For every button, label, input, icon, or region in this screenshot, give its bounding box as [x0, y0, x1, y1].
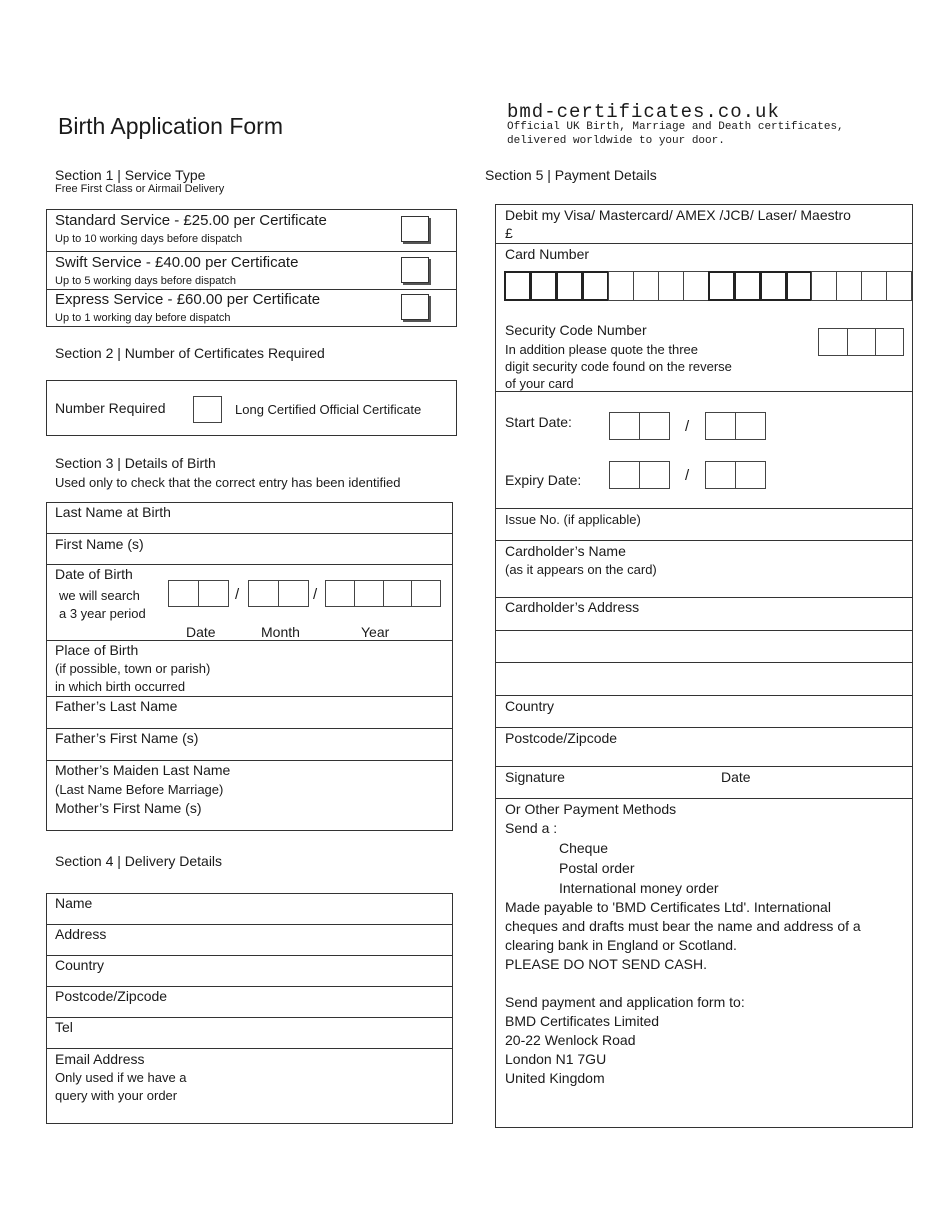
- dob-month-digit-2[interactable]: [278, 580, 309, 607]
- cardholder-name-field[interactable]: Cardholder’s Name: [505, 543, 626, 559]
- method-postal-order: Postal order: [559, 860, 635, 876]
- cardholder-name-note: (as it appears on the card): [505, 562, 657, 577]
- expiry-year-digit-2[interactable]: [735, 461, 766, 489]
- send-to-label: Send payment and application form to:: [505, 994, 745, 1010]
- dob-year-digit-3[interactable]: [383, 580, 412, 607]
- card-digit-16[interactable]: [886, 271, 912, 301]
- last-name-at-birth-field[interactable]: Last Name at Birth: [55, 504, 171, 520]
- place-note-1: (if possible, town or parish): [55, 661, 211, 676]
- dob-year-caption: Year: [361, 624, 390, 640]
- card-digit-4[interactable]: [582, 271, 609, 301]
- start-date-slash: /: [685, 418, 690, 435]
- expiry-date-label: Expiry Date:: [505, 472, 582, 488]
- dob-year-digit-2[interactable]: [354, 580, 384, 607]
- certificate-type: Long Certified Official Certificate: [235, 402, 422, 417]
- payable-text-2: cheques and drafts must bear the name and address of a: [505, 918, 861, 934]
- mother-first-name-field[interactable]: Mother’s First Name (s): [55, 800, 202, 816]
- card-digit-10[interactable]: [734, 271, 761, 301]
- section1-heading: Section 1 | Service Type: [55, 167, 206, 183]
- number-required-label: Number Required: [55, 400, 166, 416]
- method-international-money-order: International money order: [559, 880, 719, 896]
- expiry-month-digit-2[interactable]: [639, 461, 670, 489]
- dob-day-digit-1[interactable]: [168, 580, 199, 607]
- place-note-2: in which birth occurred: [55, 679, 186, 694]
- address-line-2: 20-22 Wenlock Road: [505, 1032, 636, 1048]
- section1-subheading: Free First Class or Airmail Delivery: [55, 183, 225, 195]
- debit-amount-field[interactable]: £: [505, 225, 513, 241]
- start-month-digit-1[interactable]: [609, 412, 640, 440]
- start-month-digit-2[interactable]: [639, 412, 670, 440]
- dob-day-digit-2[interactable]: [198, 580, 229, 607]
- cardholder-postcode-field[interactable]: Postcode/Zipcode: [505, 730, 618, 746]
- mother-maiden-name-field[interactable]: Mother’s Maiden Last Name: [55, 762, 231, 778]
- dob-month-digit-1[interactable]: [248, 580, 279, 607]
- card-digit-6[interactable]: [633, 271, 659, 301]
- security-note-3: of your card: [505, 376, 574, 391]
- delivery-country-field[interactable]: Country: [55, 957, 105, 973]
- place-of-birth-field[interactable]: Place of Birth: [55, 642, 139, 658]
- mother-maiden-note: (Last Name Before Marriage): [55, 782, 224, 797]
- security-digit-1[interactable]: [818, 328, 848, 356]
- card-digit-2[interactable]: [530, 271, 557, 301]
- card-digit-13[interactable]: [811, 271, 837, 301]
- security-note-1: In addition please quote the three: [505, 342, 698, 357]
- service-swift-note: Up to 5 working days before dispatch: [55, 275, 236, 287]
- dob-date-caption: Date: [186, 624, 216, 640]
- delivery-name-field[interactable]: Name: [55, 895, 93, 911]
- page-title: Birth Application Form: [58, 113, 283, 139]
- card-digit-3[interactable]: [556, 271, 583, 301]
- expiry-month-digit-1[interactable]: [609, 461, 640, 489]
- card-digit-8[interactable]: [683, 271, 709, 301]
- service-swift-label: Swift Service - £40.00 per Certificate: [55, 254, 299, 271]
- start-date-label: Start Date:: [505, 414, 572, 430]
- email-note-2: query with your order: [55, 1088, 178, 1103]
- service-express-checkbox[interactable]: [401, 294, 429, 320]
- issue-number-field[interactable]: Issue No. (if applicable): [505, 512, 641, 527]
- payable-text-3: clearing bank in England or Scotland.: [505, 937, 737, 953]
- other-methods-heading: Or Other Payment Methods: [505, 801, 677, 817]
- section4-heading: Section 4 | Delivery Details: [55, 853, 223, 869]
- card-digit-12[interactable]: [786, 271, 812, 301]
- section3-heading: Section 3 | Details of Birth: [55, 455, 216, 471]
- card-digit-7[interactable]: [658, 271, 684, 301]
- cardholder-country-field[interactable]: Country: [505, 698, 555, 714]
- card-digit-15[interactable]: [861, 271, 887, 301]
- dob-label: Date of Birth: [55, 566, 133, 582]
- send-a-label: Send a :: [505, 820, 558, 836]
- service-standard-checkbox[interactable]: [401, 216, 429, 242]
- dob-note-2: a 3 year period: [59, 606, 146, 621]
- card-number-label: Card Number: [505, 246, 590, 262]
- security-code-label: Security Code Number: [505, 322, 647, 338]
- service-standard-note: Up to 10 working days before dispatch: [55, 233, 243, 245]
- start-year-digit-1[interactable]: [705, 412, 736, 440]
- address-line-1: BMD Certificates Limited: [505, 1013, 660, 1029]
- first-names-field[interactable]: First Name (s): [55, 536, 144, 552]
- section2-heading: Section 2 | Number of Certificates Required: [55, 345, 325, 361]
- service-express-label: Express Service - £60.00 per Certificate: [55, 291, 321, 308]
- method-cheque: Cheque: [559, 840, 609, 856]
- dob-year-digit-1[interactable]: [325, 580, 355, 607]
- service-express-note: Up to 1 working day before dispatch: [55, 312, 231, 324]
- signature-field[interactable]: Signature: [505, 769, 565, 785]
- payable-text-1: Made payable to 'BMD Certificates Ltd'. International: [505, 899, 831, 915]
- dob-note-1: we will search: [59, 588, 140, 603]
- service-swift-checkbox[interactable]: [401, 257, 429, 283]
- expiry-year-digit-1[interactable]: [705, 461, 736, 489]
- brand-tagline-2: delivered worldwide to your door.: [507, 135, 725, 147]
- card-digit-11[interactable]: [760, 271, 787, 301]
- address-line-4: United Kingdom: [505, 1070, 605, 1086]
- father-first-name-field[interactable]: Father’s First Name (s): [55, 730, 199, 746]
- email-note-1: Only used if we have a: [55, 1070, 187, 1085]
- dob-slash-2: /: [313, 586, 318, 603]
- service-standard-label: Standard Service - £25.00 per Certificate: [55, 212, 327, 229]
- brand-domain: bmd-certificates.co.uk: [507, 101, 780, 123]
- security-digit-3[interactable]: [875, 328, 904, 356]
- address-line-3: London N1 7GU: [505, 1051, 607, 1067]
- security-note-2: digit security code found on the reverse: [505, 359, 732, 374]
- dob-year-digit-4[interactable]: [411, 580, 441, 607]
- father-last-name-field[interactable]: Father’s Last Name: [55, 698, 178, 714]
- signature-date-field[interactable]: Date: [721, 769, 751, 785]
- security-digit-2[interactable]: [847, 328, 876, 356]
- delivery-email-field[interactable]: Email Address: [55, 1051, 145, 1067]
- delivery-address-field[interactable]: Address: [55, 926, 107, 942]
- section3-subheading: Used only to check that the correct entry has been identified: [55, 475, 401, 490]
- dob-slash-1: /: [235, 586, 240, 603]
- brand-tagline-1: Official UK Birth, Marriage and Death certificates,: [507, 121, 844, 133]
- card-digit-14[interactable]: [836, 271, 862, 301]
- card-digit-9[interactable]: [708, 271, 735, 301]
- expiry-date-slash: /: [685, 467, 690, 484]
- debit-card-types: Debit my Visa/ Mastercard/ AMEX /JCB/ Laser/ Maestro: [505, 207, 851, 223]
- card-digit-5[interactable]: [608, 271, 634, 301]
- card-digit-1[interactable]: [504, 271, 531, 301]
- cardholder-address-field[interactable]: Cardholder’s Address: [505, 599, 640, 615]
- section5-heading: Section 5 | Payment Details: [485, 167, 657, 183]
- start-year-digit-2[interactable]: [735, 412, 766, 440]
- delivery-postcode-field[interactable]: Postcode/Zipcode: [55, 988, 168, 1004]
- number-required-input[interactable]: [193, 396, 222, 423]
- no-cash-warning: PLEASE DO NOT SEND CASH.: [505, 956, 708, 972]
- delivery-tel-field[interactable]: Tel: [55, 1019, 73, 1035]
- dob-month-caption: Month: [261, 624, 300, 640]
